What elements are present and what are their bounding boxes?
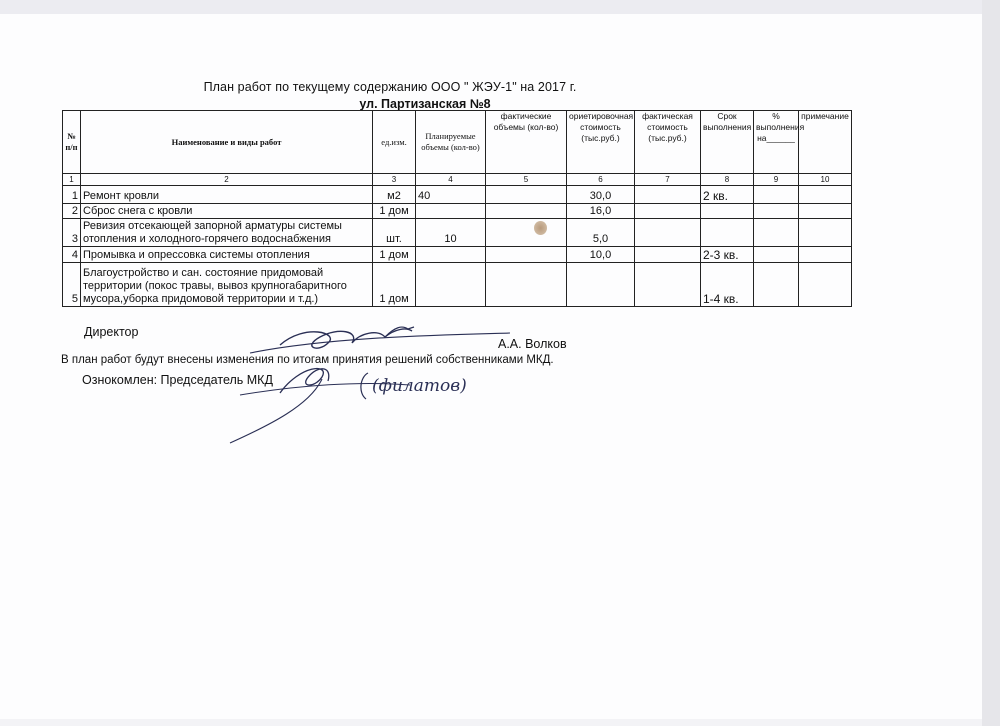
column-number-row (63, 174, 852, 186)
cell-name: Ремонт кровли (81, 186, 373, 204)
director-name: А.А. Волков (498, 337, 567, 351)
cell-actual (486, 263, 567, 307)
cell-percent (754, 247, 799, 263)
table-row (63, 263, 852, 307)
cell-estimated-cost: 5,0 (567, 219, 635, 247)
table-row (63, 186, 852, 204)
cell-actual (486, 186, 567, 204)
header-actual-cost: фактическая стоимость (тыс.руб.) (635, 111, 701, 174)
cell-actual (486, 204, 567, 219)
header-unit: ед.изм. (373, 111, 416, 174)
table-row (63, 204, 852, 219)
cell-unit: шт. (373, 219, 416, 247)
cell-percent (754, 219, 799, 247)
cell-term: 1-4 кв. (701, 263, 754, 307)
column-number: 9 (754, 174, 799, 186)
cell-num: 5 (63, 263, 81, 307)
cell-actual (486, 219, 567, 247)
cell-unit: м2 (373, 186, 416, 204)
cell-percent (754, 263, 799, 307)
director-label: Директор (84, 325, 139, 339)
cell-planned (416, 204, 486, 219)
cell-note (799, 263, 852, 307)
work-plan-table (62, 110, 852, 307)
cell-name: Ревизия отсекающей запорной арматуры системы отопления и холодного-горячего водоснабжения (81, 219, 373, 247)
cell-term (701, 219, 754, 247)
cell-term: 2-3 кв. (701, 247, 754, 263)
cell-planned (416, 263, 486, 307)
column-number: 1 (63, 174, 81, 186)
cell-name: Промывка и опрессовка системы отопления (81, 247, 373, 263)
header-note: примечание (799, 111, 852, 174)
table-row (63, 247, 852, 263)
cell-actual-cost (635, 204, 701, 219)
cell-percent (754, 204, 799, 219)
cell-estimated-cost: 30,0 (567, 186, 635, 204)
cell-actual-cost (635, 247, 701, 263)
cell-estimated-cost (567, 263, 635, 307)
column-number: 8 (701, 174, 754, 186)
header-planned: Планируемые объемы (кол-во) (416, 111, 486, 174)
cell-note (799, 186, 852, 204)
cell-num: 3 (63, 219, 81, 247)
cell-term (701, 204, 754, 219)
header-name: Наименование и виды работ (81, 111, 373, 174)
cell-unit: 1 дом (373, 204, 416, 219)
header-num: № п/п (63, 111, 81, 174)
scan-edge-right (982, 0, 1000, 726)
cell-note (799, 219, 852, 247)
table-header-row (63, 111, 852, 174)
paper-stain (534, 221, 547, 235)
cell-planned (416, 247, 486, 263)
cell-actual (486, 247, 567, 263)
cell-planned: 10 (416, 219, 486, 247)
header-actual: фактические объемы (кол-во) (486, 111, 567, 174)
column-number: 5 (486, 174, 567, 186)
cell-num: 1 (63, 186, 81, 204)
column-number: 3 (373, 174, 416, 186)
cell-num: 2 (63, 204, 81, 219)
document-title: План работ по текущему содержанию ООО " ЖЭУ-1" на 2017 г. (203, 80, 577, 94)
column-number: 6 (567, 174, 635, 186)
document-subtitle: ул. Партизанская №8 (359, 97, 491, 111)
changes-note: В план работ будут внесены изменения по итогам принятия решений собственниками МКД. (61, 354, 554, 366)
cell-percent (754, 186, 799, 204)
table-row (63, 219, 852, 247)
column-number: 10 (799, 174, 852, 186)
cell-unit: 1 дом (373, 247, 416, 263)
header-term: Срок выполнения (701, 111, 754, 174)
cell-term: 2 кв. (701, 186, 754, 204)
cell-actual-cost (635, 263, 701, 307)
handwritten-signatures (210, 315, 530, 455)
column-number: 2 (81, 174, 373, 186)
cell-actual-cost (635, 219, 701, 247)
column-number: 4 (416, 174, 486, 186)
cell-actual-cost (635, 186, 701, 204)
cell-note (799, 204, 852, 219)
header-percent: % выполнения на______ (754, 111, 799, 174)
acknowledged-label: Ознокомлен: Председатель МКД (82, 373, 273, 387)
cell-num: 4 (63, 247, 81, 263)
cell-name: Благоустройство и сан. состояние придомовай территории (покос травы, вывоз крупногабаритного мусора,уборка придомовой территории и т.д.) (81, 263, 373, 307)
cell-planned: 40 (416, 186, 486, 204)
signature-text: (филатов) (372, 376, 467, 396)
column-number: 7 (635, 174, 701, 186)
cell-estimated-cost: 10,0 (567, 247, 635, 263)
cell-unit: 1 дом (373, 263, 416, 307)
cell-estimated-cost: 16,0 (567, 204, 635, 219)
header-estimated-cost: ориетировочная стоимость (тыс.руб.) (567, 111, 635, 174)
cell-note (799, 247, 852, 263)
cell-name: Сброс снега с кровли (81, 204, 373, 219)
